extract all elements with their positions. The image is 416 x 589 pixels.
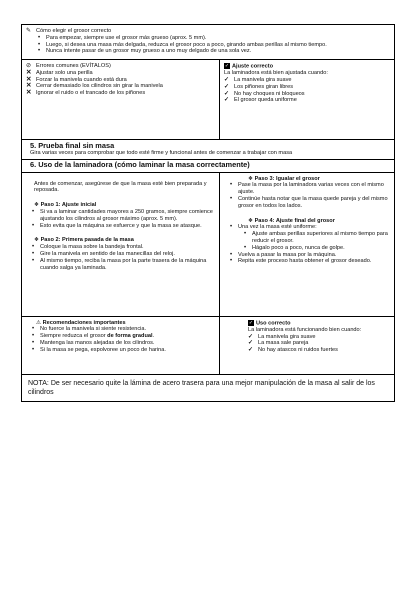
correct-adjust-cell	[220, 60, 394, 139]
correct-use-cell	[220, 317, 394, 374]
cross-icon: ✕	[26, 89, 32, 97]
error-item: ✕ Cerrar demasiado los cilindros sin girar la manivela	[26, 82, 163, 90]
thickness-list	[26, 35, 390, 55]
list-item: • Continúe hasta notar que la masa quede pareja y del mismo grosor en todos los lados.	[224, 196, 390, 210]
prohibited-icon: ⊘	[26, 63, 32, 69]
step-1-heading: ❖ Paso 1: Ajuste inicial	[34, 202, 97, 209]
list-item: • Nunca intente pasar de un grosor muy grueso a uno muy delgado de una sola vez.	[32, 48, 390, 55]
check-item: ✓ No hay choques ni bloqueos	[224, 90, 305, 97]
diamond-icon: ❖	[34, 237, 40, 244]
common-errors-cell	[22, 60, 220, 139]
adjust-heading: ✓ Ajuste correcto	[224, 63, 274, 70]
section-6	[22, 159, 394, 171]
diamond-icon: ❖	[248, 217, 254, 224]
check-item: ✓ El grosor queda uniforme	[224, 97, 297, 104]
step-4-heading: ❖ Paso 4: Ajuste final del grosor	[248, 217, 335, 224]
usage-right-cell	[220, 173, 394, 316]
section-5-text: Gira varias veces para comprobar que todo esté firme y funcional antes de comenzar a trabajar con masa	[30, 150, 293, 157]
list-item: • Hágalo poco a poco, nunca de golpe.	[238, 245, 390, 252]
step-4-sublist	[224, 231, 390, 251]
correct-use-intro: La laminadora está funcionando bien cuando:	[248, 326, 362, 333]
checkbox-icon: ✓	[224, 63, 230, 69]
list-item: • Si la masa se pega, espolvoree un poco de harina.	[26, 347, 215, 354]
pencil-icon: ✎	[26, 28, 32, 34]
check-icon: ✓	[224, 97, 230, 104]
usage-intro: Antes de comenzar, asegúrese de que la masa esté bien preparada y reposada.	[34, 180, 207, 194]
list-item: • Luego, si desea una masa más delgada, reduzca el grosor poco a poco, girando ambas perillas al mismo tiempo.	[32, 42, 390, 49]
list-item: • Al mismo tiempo, reciba la masa por la parte trasera de la máquina cuando salga ya laminada.	[26, 258, 215, 272]
step-3-heading: ❖ Paso 3: Igualar el grosor	[248, 175, 320, 182]
step-1-list	[26, 209, 215, 229]
check-item: ✓ No hay atascos ni ruidos fuertes	[248, 347, 338, 354]
error-item: ✕ Ignorar el ruido o el trancado de los piñones	[26, 89, 146, 97]
errors-heading: ⊘ Errores comunes (EVÍTALOS)	[26, 63, 111, 69]
check-icon: ✓	[224, 90, 230, 97]
list-item: • Siempre reduzca el grosor de forma gradual.	[26, 333, 215, 340]
check-item: ✓ La manivela gira suave	[224, 77, 292, 84]
cross-icon: ✕	[26, 68, 32, 76]
step-4-list-continued	[224, 252, 390, 266]
thickness-section	[22, 25, 394, 59]
step-4-list	[224, 224, 390, 231]
recommendations-heading: ⚠ Recomendaciones importantes	[36, 319, 126, 326]
recommendations-row	[22, 316, 394, 374]
list-item: • No fuerce la manivela si siente resistencia.	[26, 326, 215, 333]
correct-use-heading: ✓ Uso correcto	[248, 319, 291, 327]
recommendations-cell	[22, 317, 220, 374]
section-5-title: 5. Prueba final sin masa	[30, 141, 115, 150]
instructions-table	[21, 24, 395, 402]
check-icon: ✓	[248, 347, 254, 354]
recommendations-list	[26, 326, 215, 353]
step-2-heading: ❖ Paso 2: Primera pasada de la masa	[34, 237, 134, 244]
section-5	[22, 139, 394, 159]
checkbox-icon: ✓	[248, 319, 254, 326]
check-icon: ✓	[248, 340, 254, 347]
list-item: • Si va a laminar cantidades mayores a 250 gramos, siempre comience ajustando los cilindros al grosor máximo (aprox. 5 mm).	[26, 209, 215, 223]
list-item: • Pase la masa por la laminadora varias veces con el mismo ajuste.	[224, 182, 390, 196]
usage-left-cell	[22, 173, 220, 316]
list-item: • Repita este proceso hasta obtener el grosor deseado.	[224, 258, 390, 265]
list-item: • Mantenga las manos alejadas de los cilindros.	[26, 340, 215, 347]
check-item: ✓ La manivela gira suave	[248, 333, 316, 340]
list-item: • Vuelva a pasar la masa por la máquina.	[224, 252, 390, 259]
note-section	[22, 374, 394, 401]
diamond-icon: ❖	[248, 175, 254, 182]
warning-icon: ⚠	[36, 319, 42, 326]
list-item: • Esto evita que la máquina se esfuerce y que la masa se atasque.	[26, 223, 215, 230]
cross-icon: ✕	[26, 82, 32, 90]
error-item: ✕ Ajustar solo una perilla	[26, 68, 93, 76]
check-icon: ✓	[248, 333, 254, 340]
check-item: ✓ Los piñones giran libres	[224, 83, 294, 90]
check-item: ✓ La masa sale pareja	[248, 340, 309, 347]
step-3-list	[224, 182, 390, 209]
cross-icon: ✕	[26, 75, 32, 83]
note-label: NOTA:	[28, 379, 49, 387]
check-icon: ✓	[224, 83, 230, 90]
thickness-heading: ✎ Cómo elegir el grosor correcto	[26, 28, 112, 34]
list-item: • Gire la manivela en sentido de las manecillas del reloj.	[26, 251, 215, 258]
step-2-list	[26, 244, 215, 271]
list-item: • Coloque la masa sobre la bandeja frontal.	[26, 244, 215, 251]
diamond-icon: ❖	[34, 202, 40, 209]
errors-adjust-row	[22, 59, 394, 139]
error-item: ✕ Forzar la manivela cuando está dura	[26, 75, 127, 83]
note-text: De ser necesario quite la lámina de acero trasera para una mejor manipulación de la masa al salir de los cilindros	[28, 379, 375, 396]
list-item: • Ajuste ambas perillas superiores al mismo tiempo para reducir el grosor.	[238, 231, 390, 245]
section-6-title: 6. Uso de la laminadora (cómo laminar la masa correctamente)	[30, 160, 250, 170]
list-item: • Una vez la masa esté uniforme:	[224, 224, 390, 231]
list-item: • Para empezar, siempre use el grosor más grueso (aprox. 5 mm).	[32, 35, 390, 42]
check-icon: ✓	[224, 77, 230, 84]
usage-steps-row	[22, 172, 394, 316]
adjust-intro: La laminadora está bien ajustada cuando:	[224, 70, 328, 77]
